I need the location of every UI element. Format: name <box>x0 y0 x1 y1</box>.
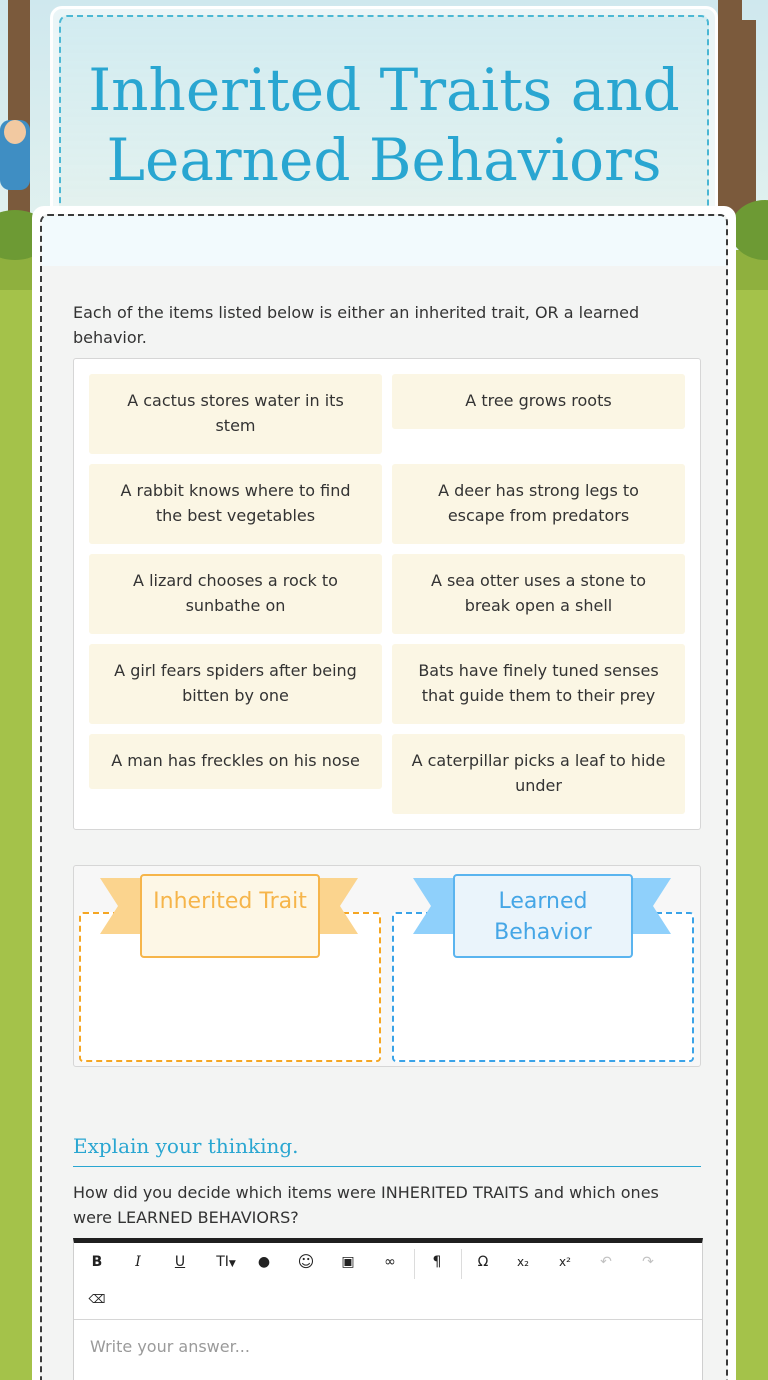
draggable-item[interactable]: A lizard chooses a rock to sunbathe on <box>89 554 382 634</box>
text-size-button[interactable] <box>207 1247 245 1277</box>
inherited-trait-label: Inherited Trait <box>140 874 320 958</box>
title-panel <box>59 15 709 227</box>
answer-input[interactable]: Write your answer... <box>90 1337 250 1356</box>
omega-icon[interactable]: Ω <box>477 1254 489 1270</box>
paragraph-direction-icon[interactable]: ¶ <box>432 1254 442 1270</box>
draggable-item[interactable]: A caterpillar picks a leaf to hide under <box>392 734 685 814</box>
draggable-item[interactable]: A sea otter uses a stone to break open a shell <box>392 554 685 634</box>
rich-text-editor <box>73 1238 703 1380</box>
editor-toolbar <box>74 1243 702 1320</box>
tree-trunk <box>718 0 742 230</box>
tree-trunk <box>742 20 756 220</box>
caret-down-icon: ▼ <box>228 1259 236 1269</box>
underline-button[interactable]: U <box>174 1254 186 1270</box>
inherited-ribbon <box>100 874 358 934</box>
learned-behavior-label: Learned Behavior <box>453 874 633 958</box>
draggable-item[interactable]: Bats have finely tuned senses that guide them to their prey <box>392 644 685 724</box>
worksheet-card <box>32 206 736 1380</box>
title-card <box>50 6 718 236</box>
draggable-item[interactable]: A girl fears spiders after being bitten by one <box>89 644 382 724</box>
superscript-button[interactable]: x² <box>559 1255 571 1269</box>
draggable-item[interactable]: A tree grows roots <box>392 374 685 429</box>
redo-icon[interactable]: ↷ <box>642 1254 654 1270</box>
link-icon[interactable]: ∞ <box>384 1254 396 1270</box>
emoji-icon[interactable]: ☺ <box>297 1252 315 1271</box>
image-icon[interactable]: ▣ <box>341 1254 355 1270</box>
draggable-items-box <box>73 358 701 830</box>
explain-question: How did you decide which items were INHERITED TRAITS and which ones were LEARNED BEHAVIORS? <box>73 1183 659 1227</box>
draggable-item[interactable]: A cactus stores water in its stem <box>89 374 382 454</box>
page-title: Inherited Traits and Learned Behaviors <box>88 56 680 194</box>
explain-heading: Explain your thinking. <box>73 1134 701 1167</box>
hiker-head <box>4 120 26 144</box>
undo-icon[interactable]: ↶ <box>600 1254 612 1270</box>
text-size-icon: TI <box>216 1254 229 1270</box>
sorting-area <box>73 865 701 1067</box>
eraser-icon[interactable]: ⌫ <box>88 1292 106 1306</box>
worksheet-panel <box>40 214 728 1380</box>
toolbar-divider <box>461 1249 462 1279</box>
subscript-button[interactable]: x₂ <box>517 1255 529 1269</box>
draggable-item[interactable]: A rabbit knows where to find the best vegetables <box>89 464 382 544</box>
italic-button[interactable]: I <box>135 1254 141 1270</box>
draggable-item[interactable]: A man has freckles on his nose <box>89 734 382 789</box>
worksheet-header <box>42 216 726 266</box>
color-drop-icon[interactable]: ● <box>257 1254 271 1270</box>
bold-button[interactable]: B <box>91 1254 103 1270</box>
draggable-item[interactable]: A deer has strong legs to escape from predators <box>392 464 685 544</box>
learned-ribbon <box>413 874 671 945</box>
toolbar-divider <box>414 1249 415 1279</box>
instructions: Each of the items listed below is either an inherited trait, OR a learned behavior. <box>73 303 640 347</box>
